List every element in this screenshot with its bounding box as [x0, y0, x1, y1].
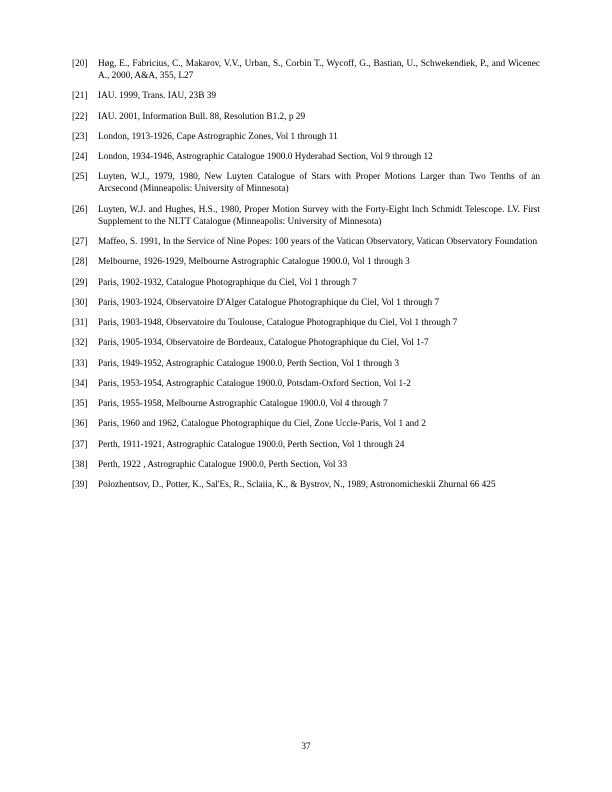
- reference-text: Paris, 1949-1952, Astrographic Catalogue 1900.0, Perth Section, Vol 1 through 3: [98, 358, 400, 369]
- reference-label: [23]: [72, 131, 88, 142]
- reference-label: [39]: [72, 480, 88, 491]
- reference-text: Paris, 1955-1958, Melbourne Astrographic Catalogue 1900.0, Vol 4 through 7: [98, 399, 388, 410]
- reference-label: [20]: [72, 59, 88, 69]
- reference-item: [72, 111, 540, 123]
- reference-label: [30]: [72, 297, 88, 308]
- reference-text: Polozhentsov, D., Potter, K., Sal'Es, R., Sclaiia, K., & Bystrov, N., 1989, Astronomicheskii Zhurnal 66 425: [98, 480, 496, 491]
- reference-item: [72, 439, 540, 451]
- reference-text: Melbourne, 1926-1929, Melbourne Astrographic Catalogue 1900.0, Vol 1 through 3: [98, 257, 410, 268]
- reference-text: Paris, 1902-1932, Catalogue Photographique du Ciel, Vol 1 through 7: [98, 277, 357, 288]
- reference-item: [72, 90, 540, 102]
- reference-label: [22]: [72, 111, 88, 122]
- reference-label: [25]: [72, 172, 88, 183]
- reference-label: [26]: [72, 204, 88, 215]
- reference-list: [72, 58, 540, 491]
- reference-text: IAU. 1999, Trans. IAU, 23B 39: [98, 91, 217, 102]
- reference-item: [72, 418, 540, 430]
- reference-item: [72, 236, 540, 248]
- reference-text: Paris, 1903-1924, Observatoire D'Alger Catalogue Photographique du Ciel, Vol 1 through 7: [98, 297, 440, 308]
- reference-text: Paris, 1905-1934, Observatoire de Bordeaux, Catalogue Photographique du Ciel, Vol 1-7: [98, 338, 429, 349]
- reference-label: [33]: [72, 358, 88, 369]
- reference-label: [31]: [72, 318, 88, 329]
- reference-item: [72, 398, 540, 410]
- reference-text: Paris, 1903-1948, Observatoire du Toulouse, Catalogue Photographique du Ciel, Vol 1 through 7: [98, 318, 458, 329]
- reference-item: [72, 277, 540, 289]
- reference-item: [72, 459, 540, 471]
- reference-item: [72, 58, 540, 82]
- reference-item: [72, 204, 540, 228]
- reference-item: [72, 131, 540, 143]
- reference-item: [72, 151, 540, 163]
- reference-label: [35]: [72, 399, 88, 410]
- reference-text: Paris, 1953-1954, Astrographic Catalogue 1900.0, Potsdam-Oxford Section, Vol 1-2: [98, 378, 411, 389]
- reference-text: Paris, 1960 and 1962, Catalogue Photographique du Ciel, Zone Uccle-Paris, Vol 1 and 2: [98, 419, 426, 430]
- reference-item: [72, 171, 540, 195]
- reference-label: [37]: [72, 439, 88, 450]
- reference-item: [72, 358, 540, 370]
- reference-label: [34]: [72, 378, 88, 389]
- reference-item: [72, 337, 540, 349]
- reference-text: London, 1934-1946, Astrographic Catalogue 1900.0 Hyderabad Section, Vol 9 through 12: [98, 152, 433, 163]
- reference-text: Maffeo, S. 1991, In the Service of Nine Popes: 100 years of the Vatican Observatory, Vatican Observatory Foundation: [98, 237, 538, 248]
- reference-item: [72, 256, 540, 268]
- reference-label: [24]: [72, 152, 88, 163]
- reference-text: Luyten, W.J. and Hughes, H.S., 1980, Proper Motion Survey with the Forty-Eight Inch Schmidt Telescope. LV. First Supplement to the NLTT Catalogue (Minneapolis: University of Minnesota): [98, 204, 540, 227]
- reference-text: Perth, 1911-1921, Astrographic Catalogue 1900.0, Perth Section, Vol 1 through 24: [98, 439, 405, 450]
- reference-text: Høg, E., Fabricius, C., Makarov, V.V., Urban, S., Corbin T., Wycoff, G., Bastian, U., Schwekendiek, P., and Wicenec A., 2000, A&A, 355, L27: [98, 59, 540, 82]
- page-number: 37: [301, 742, 311, 752]
- reference-label: [29]: [72, 277, 88, 288]
- reference-text: IAU. 2001, Information Bull. 88, Resolution B1.2, p 29: [98, 111, 306, 122]
- reference-label: [21]: [72, 91, 88, 102]
- reference-text: London, 1913-1926, Cape Astrographic Zones, Vol 1 through 11: [98, 131, 338, 142]
- reference-item: [72, 479, 540, 491]
- reference-label: [27]: [72, 237, 88, 248]
- reference-item: [72, 378, 540, 390]
- reference-label: [36]: [72, 419, 88, 430]
- reference-item: [72, 317, 540, 329]
- reference-label: [28]: [72, 257, 88, 268]
- reference-text: Luyten, W.J., 1979, 1980, New Luyten Catalogue of Stars with Proper Motions Larger than Two Tenths of an Arcsecond (Minneapolis: University of Minnesota): [98, 172, 540, 195]
- reference-label: [38]: [72, 460, 88, 471]
- reference-text: Perth, 1922 , Astrographic Catalogue 1900.0, Perth Section, Vol 33: [98, 460, 348, 471]
- reference-label: [32]: [72, 338, 88, 349]
- reference-item: [72, 297, 540, 309]
